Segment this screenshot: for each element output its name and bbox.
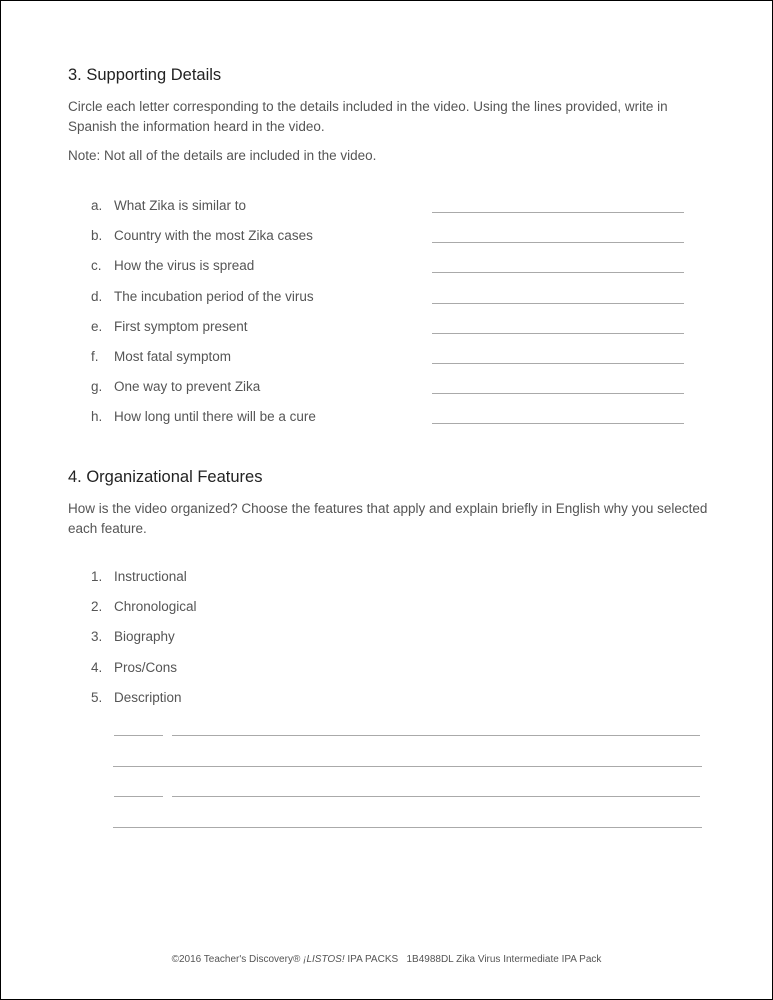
answer-line[interactable] — [432, 363, 684, 364]
item-marker[interactable]: 5. — [91, 689, 103, 705]
list-item — [91, 690, 182, 705]
answer-line[interactable] — [172, 735, 700, 736]
item-text: Country with the most Zika cases — [114, 228, 313, 244]
item-text: The incubation period of the virus — [114, 288, 314, 304]
answer-line[interactable] — [432, 242, 684, 243]
list-item — [91, 198, 246, 213]
item-marker[interactable]: a. — [91, 198, 103, 213]
item-marker[interactable]: d. — [91, 288, 103, 304]
item-marker[interactable]: c. — [91, 258, 102, 274]
item-marker[interactable]: 3. — [91, 629, 103, 645]
item-text: Description — [114, 689, 182, 705]
answer-line[interactable] — [432, 393, 684, 394]
item-marker[interactable]: b. — [91, 228, 103, 244]
list-item — [91, 258, 254, 273]
item-marker[interactable]: 1. — [91, 569, 103, 584]
section-3-instructions: Circle each letter corresponding to the details included in the video. Using the lines provided, write in Spanish the information heard in the video. — [68, 99, 668, 134]
item-text: What Zika is similar to — [114, 198, 247, 213]
section-4-title: 4. Organizational Features — [68, 468, 263, 486]
item-marker[interactable]: 2. — [91, 599, 103, 615]
list-item — [91, 660, 177, 675]
answer-line[interactable] — [432, 303, 684, 304]
item-marker[interactable]: g. — [91, 379, 103, 395]
section-3-title: 3. Supporting Details — [68, 66, 222, 84]
answer-line[interactable] — [113, 766, 702, 767]
item-text: Chronological — [114, 599, 197, 615]
item-text: Pros/Cons — [114, 659, 178, 675]
item-text: How long until there will be a cure — [114, 409, 316, 425]
item-marker[interactable]: e. — [91, 318, 103, 334]
section-4-instructions: How is the video organized? Choose the features that apply and explain briefly in English why you selected each feature. — [68, 501, 708, 536]
footer: ©2016 Teacher's Discovery® ¡LISTOS! IPA PACKS 1B4988DL Zika Virus Intermediate IPA Pack — [171, 954, 602, 965]
answer-line[interactable] — [113, 827, 702, 828]
answer-line-short[interactable] — [114, 735, 163, 736]
section-3-note: Note: Not all of the details are included in the video. — [68, 148, 377, 163]
list-item — [91, 629, 175, 644]
list-item — [91, 379, 260, 394]
list-item — [91, 599, 197, 614]
item-text: First symptom present — [114, 318, 248, 334]
answer-line[interactable] — [172, 796, 700, 797]
item-text: Instructional — [114, 569, 187, 584]
item-text: Most fatal symptom — [114, 349, 232, 364]
list-item — [91, 289, 314, 304]
item-marker[interactable]: f. — [91, 349, 99, 364]
answer-line[interactable] — [432, 333, 684, 334]
answer-line[interactable] — [432, 423, 684, 424]
list-item — [91, 409, 316, 424]
item-marker[interactable]: h. — [91, 409, 103, 425]
list-item — [91, 569, 187, 584]
list-item — [91, 349, 231, 364]
item-text: How the virus is spread — [114, 258, 255, 274]
item-text: One way to prevent Zika — [114, 379, 261, 395]
list-item — [91, 319, 248, 334]
answer-line-short[interactable] — [114, 796, 163, 797]
list-item — [91, 228, 313, 243]
answer-line[interactable] — [432, 212, 684, 213]
item-marker[interactable]: 4. — [91, 659, 103, 675]
item-text: Biography — [114, 629, 175, 645]
answer-line[interactable] — [432, 272, 684, 273]
